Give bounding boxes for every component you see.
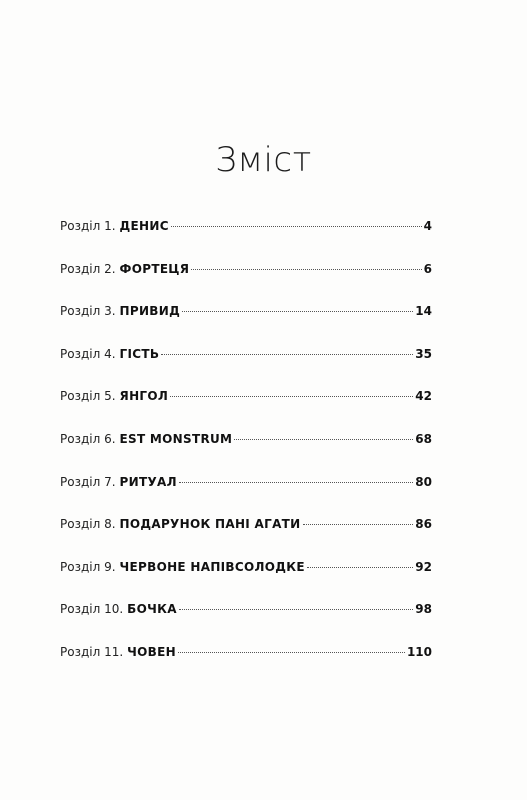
chapter-name: ПОДАРУНОК ПАНІ АГАТИ (119, 517, 301, 532)
page-number: 6 (423, 261, 432, 276)
chapter-prefix: Розділ 6. (60, 431, 116, 446)
chapter-name: ДЕНИС (119, 219, 169, 233)
chapter-name: ГІСТЬ (119, 346, 160, 361)
page-number: 4 (423, 219, 432, 233)
dot-leader (179, 482, 413, 483)
dot-leader (161, 354, 413, 355)
toc-entry[interactable] (60, 389, 432, 432)
dot-leader (179, 609, 413, 610)
toc-entry[interactable] (60, 432, 432, 475)
chapter-name: ФОРТЕЦЯ (119, 261, 190, 276)
chapter-prefix: Розділ 7. (60, 474, 116, 489)
chapter-name: EST MONSTRUM (119, 431, 233, 446)
dot-leader (307, 567, 413, 568)
toc-entry[interactable] (60, 219, 432, 262)
page-number: 42 (415, 389, 432, 404)
chapter-prefix: Розділ 8. (60, 517, 116, 532)
chapter-prefix: Розділ 3. (60, 304, 116, 319)
chapter-prefix: Розділ 4. (60, 346, 116, 361)
chapter-prefix: Розділ 10. (60, 602, 124, 617)
page-number: 110 (406, 644, 432, 659)
toc-entry[interactable] (60, 475, 432, 518)
toc-entry[interactable] (60, 517, 432, 560)
dot-leader (303, 524, 414, 525)
dot-leader (191, 269, 421, 270)
page-number: 35 (415, 346, 432, 361)
chapter-name: ПРИВИД (119, 304, 181, 319)
dot-leader (182, 311, 413, 312)
toc-entry[interactable] (60, 262, 432, 305)
chapter-name: ЧЕРВОНЕ НАПІВСОЛОДКЕ (119, 559, 305, 574)
toc-entry[interactable] (60, 602, 432, 645)
chapter-name: РИТУАЛ (119, 474, 177, 489)
page-number: 98 (415, 602, 432, 617)
dot-leader (178, 652, 405, 653)
page-number: 92 (415, 559, 432, 574)
toc-entry[interactable] (60, 645, 432, 688)
dot-leader (170, 396, 413, 397)
chapter-prefix: Розділ 9. (60, 559, 116, 574)
chapter-prefix: Розділ 2. (60, 261, 116, 276)
toc-entry[interactable] (60, 560, 432, 603)
toc-entry[interactable] (60, 347, 432, 390)
page-title: Зміст (215, 140, 312, 180)
dot-leader (171, 226, 422, 227)
chapter-name: ЧОВЕН (127, 644, 176, 659)
page-number: 68 (415, 431, 432, 446)
page-number: 14 (415, 304, 432, 319)
chapter-prefix: Розділ 11. (60, 644, 124, 659)
chapter-prefix: Розділ 5. (60, 389, 116, 404)
page-number: 80 (415, 474, 432, 489)
toc-entry[interactable] (60, 304, 432, 347)
dot-leader (234, 439, 413, 440)
chapter-prefix: Розділ 1. (60, 219, 116, 233)
table-of-contents (60, 219, 432, 688)
chapter-name: ЯНГОЛ (119, 389, 169, 404)
page-number: 86 (415, 517, 432, 532)
chapter-name: БОЧКА (127, 602, 177, 617)
